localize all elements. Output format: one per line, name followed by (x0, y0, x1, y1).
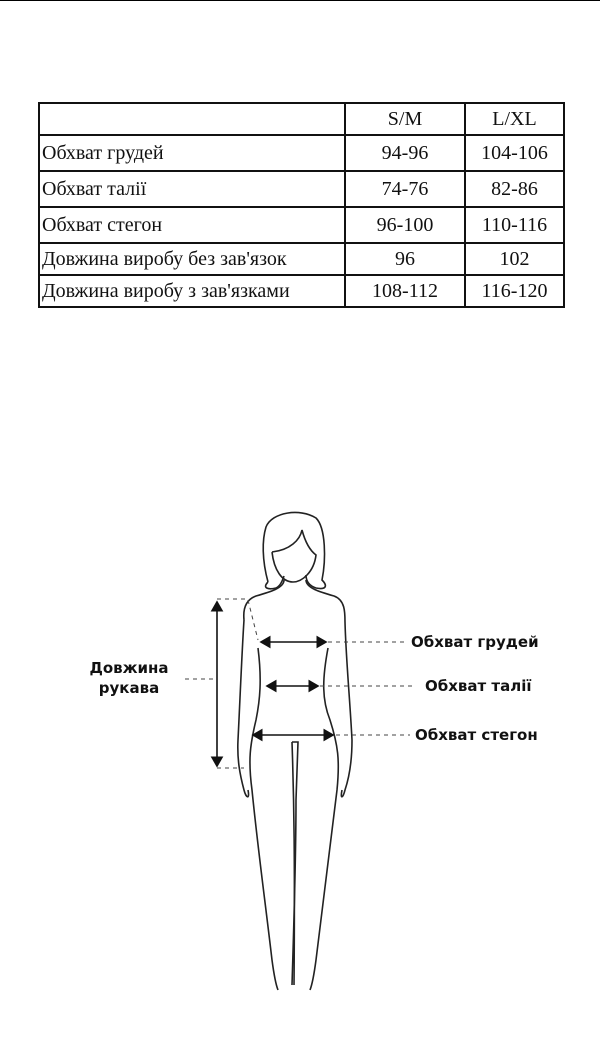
cell-sm: 96 (345, 243, 465, 275)
waist-label: Обхват талії (425, 677, 532, 695)
row-label: Довжина виробу з зав'язками (39, 275, 345, 307)
cell-lxl: 116-120 (465, 275, 564, 307)
cell-sm: 108-112 (345, 275, 465, 307)
woman-silhouette (238, 512, 352, 990)
header-sm: S/M (345, 103, 465, 135)
row-label: Обхват грудей (39, 135, 345, 171)
row-label: Обхват талії (39, 171, 345, 207)
cell-sm: 94-96 (345, 135, 465, 171)
cell-lxl: 102 (465, 243, 564, 275)
row-label: Довжина виробу без зав'язок (39, 243, 345, 275)
sleeve-label-line2: рукава (98, 679, 160, 697)
row-label: Обхват стегон (39, 207, 345, 243)
hips-label: Обхват стегон (415, 726, 538, 744)
chest-label: Обхват грудей (411, 633, 539, 651)
cell-lxl: 110-116 (465, 207, 564, 243)
cell-lxl: 82-86 (465, 171, 564, 207)
sleeve-label-line1: Довжина (89, 659, 169, 677)
cell-lxl: 104-106 (465, 135, 564, 171)
cell-sm: 74-76 (345, 171, 465, 207)
header-lxl: L/XL (465, 103, 564, 135)
cell-sm: 96-100 (345, 207, 465, 243)
